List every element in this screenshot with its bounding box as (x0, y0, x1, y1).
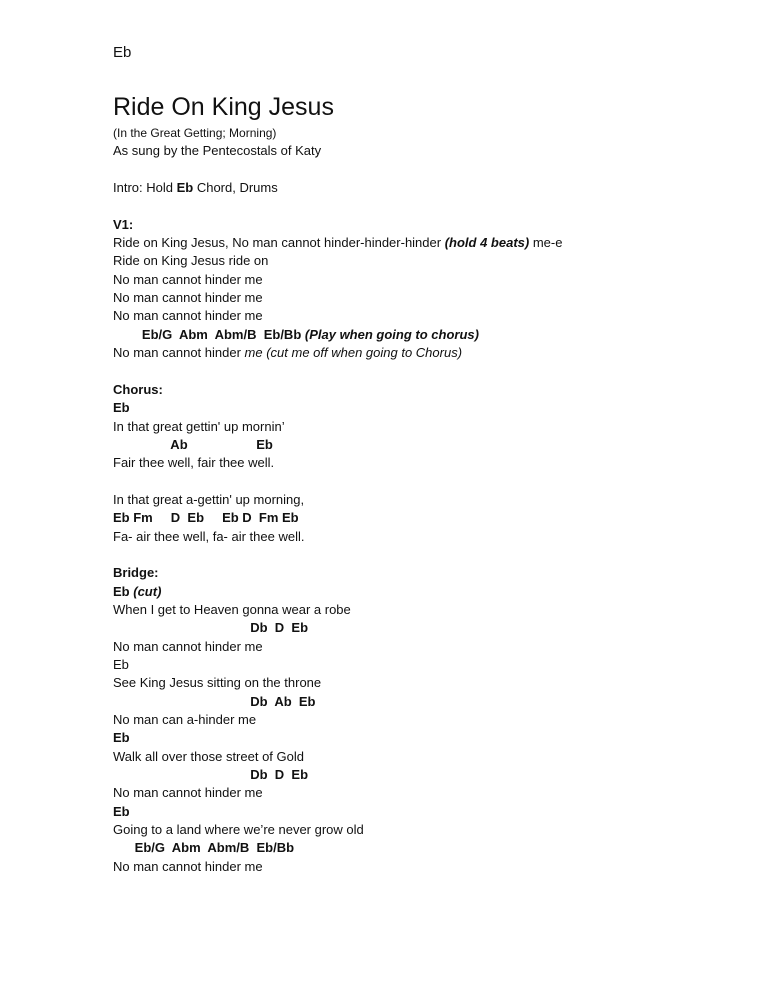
v1-chord-line (113, 326, 562, 344)
chorus-line-1: In that great gettin' up mornin’ (113, 418, 285, 434)
bridge-chord-6: Db D Eb (113, 767, 309, 783)
song-subtitle: (In the Great Getting; Morning) (113, 126, 277, 140)
chord-names: Eb (113, 583, 134, 599)
song-credit: As sung by the Pentecostals of Katy (113, 143, 322, 159)
bridge-line-6: No man cannot hinder me (113, 785, 263, 801)
chorus-label: Chorus: (113, 381, 163, 397)
bridge-line-1: When I get to Heaven gonna wear a robe (113, 601, 351, 617)
bridge-line-5: Walk all over those street of Gold (113, 748, 304, 764)
performance-note: (Play when going to chorus) (304, 326, 479, 342)
chord-names: Eb/G Abm Abm/B Eb/Bb (113, 326, 305, 342)
bridge-chord-4: Db Ab Eb (113, 693, 316, 709)
lyric-text: Ride on King Jesus, No man cannot hinder-hinder-hinder (113, 235, 445, 251)
performance-note: me (cut me off when going to Chorus) (244, 345, 463, 361)
v1-line-4: No man cannot hinder me (113, 290, 263, 306)
bridge-chord-3: Eb (113, 656, 129, 672)
v1-line-5: No man cannot hinder me (113, 308, 263, 324)
bridge-line-2: No man cannot hinder me (113, 638, 263, 654)
intro-label: Intro: Hold (113, 180, 177, 196)
bridge-chord-1 (113, 583, 562, 601)
chorus-chord-1: Eb (113, 400, 130, 416)
chorus-line-4: Fa- air thee well, fa- air thee well. (113, 528, 305, 544)
song-title: Ride On King Jesus (113, 93, 334, 121)
chorus-chord-3: Eb Fm D Eb Eb D Fm Eb (113, 510, 299, 526)
performance-note: (cut) (133, 583, 162, 599)
chorus-line-3: In that great a-gettin' up morning, (113, 491, 305, 507)
intro-line (113, 179, 562, 197)
bridge-line-3: See King Jesus sitting on the throne (113, 675, 322, 691)
lyric-text: No man cannot hinder (113, 345, 245, 361)
song-body (113, 124, 562, 876)
v1-label: V1: (113, 216, 134, 232)
bridge-line-7: Going to a land where we’re never grow old (113, 822, 364, 838)
v1-line-6 (113, 344, 562, 362)
lyric-text: me-e (529, 235, 563, 251)
bridge-label: Bridge: (113, 565, 159, 581)
bridge-chord-5: Eb (113, 730, 130, 746)
v1-line-2: Ride on King Jesus ride on (113, 253, 269, 269)
chorus-line-2: Fair thee well, fair thee well. (113, 455, 275, 471)
chorus-chord-2: Ab Eb (113, 436, 273, 452)
bridge-line-4: No man can a-hinder me (113, 712, 257, 727)
bridge-line-8: No man cannot hinder me (113, 858, 263, 874)
intro-chord: Eb (176, 180, 194, 196)
song-key: Eb (113, 44, 132, 61)
bridge-chord-7: Eb (113, 803, 130, 819)
v1-line-1 (113, 234, 562, 252)
bridge-chord-8: Eb/G Abm Abm/B Eb/Bb (113, 840, 295, 856)
performance-note: (hold 4 beats) (444, 235, 530, 251)
v1-line-3: No man cannot hinder me (113, 271, 263, 287)
bridge-chord-2: Db D Eb (113, 620, 309, 636)
intro-rest: Chord, Drums (193, 180, 278, 196)
